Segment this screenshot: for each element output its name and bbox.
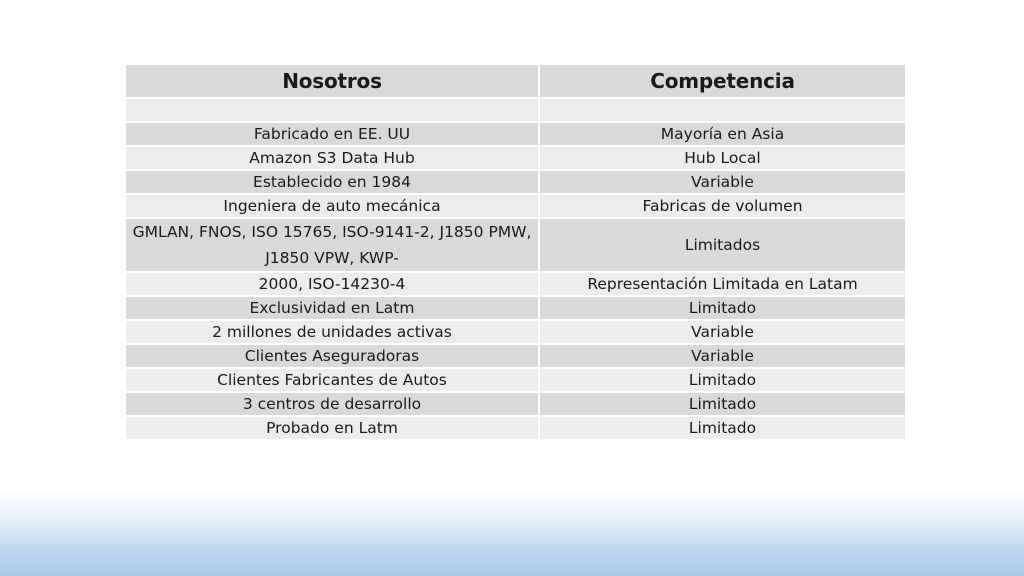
cell-nosotros: GMLAN, FNOS, ISO 15765, ISO-9141-2, J1850 PMW, J1850 VPW, KWP- <box>125 218 539 272</box>
comparison-table <box>124 63 907 441</box>
cell-nosotros: 2 millones de unidades activas <box>125 320 539 344</box>
header-nosotros: Nosotros <box>125 64 539 98</box>
table-row <box>125 416 906 440</box>
cell-nosotros: Exclusividad en Latm <box>125 296 539 320</box>
cell-nosotros: Probado en Latm <box>125 416 539 440</box>
cell-competencia: Limitados <box>539 218 906 272</box>
cell-competencia: Limitado <box>539 368 906 392</box>
table-row <box>125 272 906 296</box>
table-row <box>125 218 906 272</box>
table-row <box>125 146 906 170</box>
cell-competencia: Variable <box>539 344 906 368</box>
table-row <box>125 122 906 146</box>
cell-nosotros: 3 centros de desarrollo <box>125 392 539 416</box>
table-row <box>125 98 906 122</box>
cell-nosotros: Clientes Aseguradoras <box>125 344 539 368</box>
table-row <box>125 296 906 320</box>
cell-nosotros <box>125 98 539 122</box>
cell-competencia: Mayoría en Asia <box>539 122 906 146</box>
cell-competencia: Limitado <box>539 296 906 320</box>
table-row <box>125 194 906 218</box>
cell-nosotros: Fabricado en EE. UU <box>125 122 539 146</box>
cell-competencia: Limitado <box>539 416 906 440</box>
cell-competencia: Fabricas de volumen <box>539 194 906 218</box>
table-row <box>125 392 906 416</box>
header-competencia: Competencia <box>539 64 906 98</box>
cell-nosotros: Ingeniera de auto mecánica <box>125 194 539 218</box>
cell-nosotros: Clientes Fabricantes de Autos <box>125 368 539 392</box>
cell-competencia: Variable <box>539 320 906 344</box>
table-header-row <box>125 64 906 98</box>
cell-competencia: Limitado <box>539 392 906 416</box>
cell-competencia: Variable <box>539 170 906 194</box>
cell-competencia: Hub Local <box>539 146 906 170</box>
table-row <box>125 320 906 344</box>
cell-nosotros: Establecido en 1984 <box>125 170 539 194</box>
cell-competencia <box>539 98 906 122</box>
cell-nosotros: Amazon S3 Data Hub <box>125 146 539 170</box>
cell-nosotros: 2000, ISO-14230-4 <box>125 272 539 296</box>
table-row <box>125 344 906 368</box>
table-row <box>125 170 906 194</box>
table-row <box>125 368 906 392</box>
cell-competencia: Representación Limitada en Latam <box>539 272 906 296</box>
